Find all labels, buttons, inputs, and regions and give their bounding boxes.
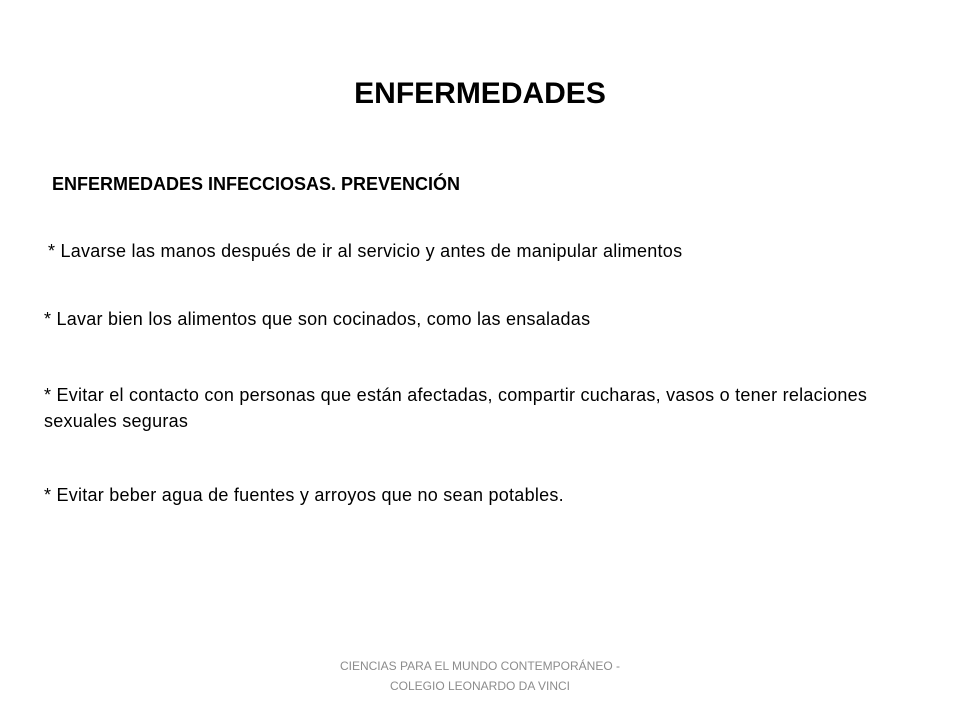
bullet-wash-food: * Lavar bien los alimentos que son cocinados, como las ensaladas xyxy=(44,309,591,329)
section-subtitle: ENFERMEDADES INFECCIOSAS. PREVENCIÓN xyxy=(52,174,461,194)
slide-title: ENFERMEDADES xyxy=(354,77,606,110)
bullet-avoid-water: * Evitar beber agua de fuentes y arroyos que no sean potables. xyxy=(44,485,564,505)
slide-footer: CIENCIAS PARA EL MUNDO CONTEMPORÁNEO - COLEGIO LEONARDO DA VINCI xyxy=(339,659,621,693)
bullet-hand-washing: * Lavarse las manos después de ir al servicio y antes de manipular alimentos xyxy=(48,241,683,261)
bullet-avoid-contact: * Evitar el contacto con personas que están afectadas, compartir cucharas, vasos o tener relaciones sexuales seguras xyxy=(44,385,868,431)
